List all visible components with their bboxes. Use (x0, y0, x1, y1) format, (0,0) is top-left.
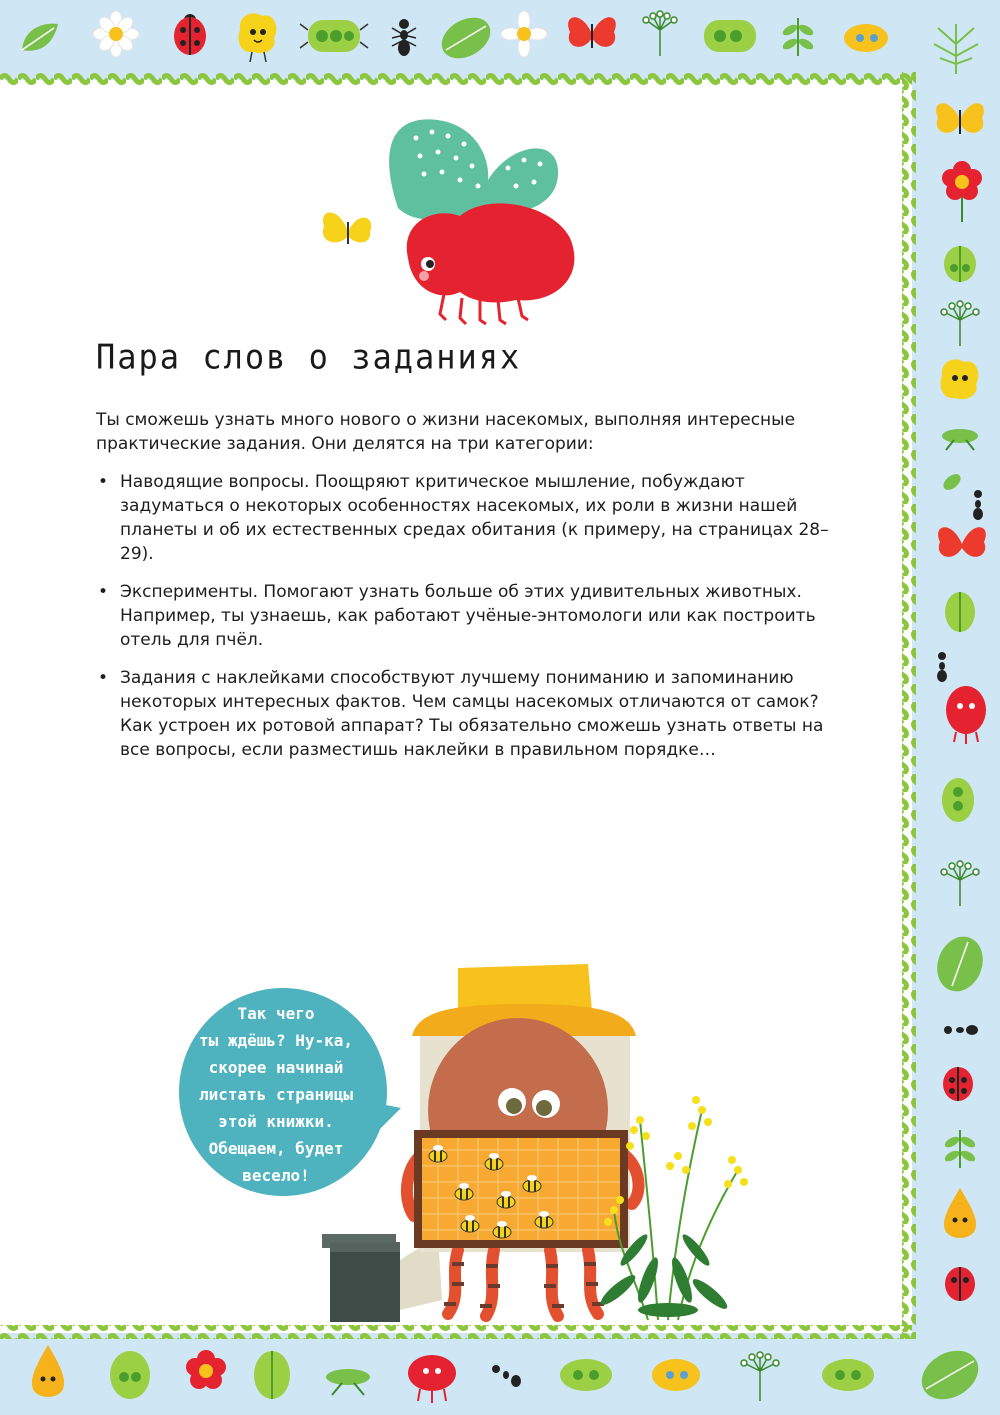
grasshopper-icon (942, 429, 978, 450)
speech-line: скорее начинай (208, 1058, 344, 1077)
speech-line: этой книжки. (218, 1112, 334, 1131)
green-beetle-icon (300, 20, 368, 52)
leaf-icon (913, 1341, 987, 1409)
list-item (96, 666, 836, 762)
green-beetle-icon (822, 1359, 874, 1391)
grasshopper-icon (326, 1369, 370, 1395)
daisy-icon (501, 11, 547, 57)
green-beetle-icon (945, 592, 975, 632)
leaf-icon (940, 471, 963, 493)
list-item (96, 470, 836, 566)
intro-paragraph: Ты сможешь узнать много нового о жизни насекомых, выполняя интересные практические задания. Они делятся на три категории: (96, 410, 796, 454)
dill-flower-icon (941, 861, 979, 906)
task-categories-list (96, 470, 836, 776)
leaf-icon (781, 18, 815, 56)
green-beetle-icon (942, 778, 974, 822)
ant-icon (492, 1365, 521, 1387)
butterfly-icon (323, 212, 371, 244)
list-item (96, 580, 836, 652)
speech-line: Обещаем, будет (208, 1139, 344, 1158)
leaf-icon (930, 930, 990, 998)
butterfly-icon (938, 527, 986, 557)
bullet-icon: • (98, 472, 109, 492)
green-beetle-icon (652, 1359, 700, 1391)
speech-line: ты ждёшь? Ну-ка, (198, 1031, 354, 1050)
red-flower-icon (186, 1350, 226, 1389)
bee-illustration (320, 108, 580, 338)
red-bug-icon (946, 686, 986, 744)
bullet-icon: • (98, 582, 109, 602)
leaf-icon (22, 24, 58, 51)
green-beetle-icon (110, 1351, 150, 1399)
butterfly-icon (936, 103, 984, 134)
red-bug-icon (408, 1355, 456, 1403)
drop-creature-icon (32, 1345, 64, 1397)
list-item-text: Задания с наклейками способствуют лучшему пониманию и запоминанию некоторых интересных фактов. Чем самцы насекомых отличаются от самок? Как устроен их ротовой аппарат? Ты обязательно сможешь узнать ответы на все вопросы, если разместишь наклейки в правильном порядке… (120, 668, 824, 760)
bottom-decoration-strip (0, 1335, 1000, 1415)
red-flower-icon (942, 161, 982, 222)
ant-icon (973, 490, 983, 520)
ant-icon (392, 19, 416, 56)
right-decoration-strip (920, 80, 1000, 1335)
butterfly-icon (568, 17, 616, 48)
green-beetle-icon (704, 20, 756, 52)
leaf-icon (434, 9, 497, 66)
ladybug-icon (945, 1267, 975, 1301)
beekeeper-illustration (318, 960, 778, 1330)
drop-creature-icon (944, 1188, 976, 1238)
ladybug-icon (174, 14, 206, 55)
dill-flower-icon (643, 11, 677, 56)
speech-line: листать страницы (198, 1085, 354, 1104)
bullet-icon: • (98, 668, 109, 688)
green-beetle-icon (844, 24, 888, 52)
green-beetle-icon (944, 246, 976, 282)
dill-flower-icon (941, 301, 979, 346)
ladybug-icon (943, 1067, 973, 1101)
list-item-text: Эксперименты. Помогают узнать больше об этих удивительных животных. Например, ты узнаешь, как работают учёные-энтомологи или как построить отель для пчёл. (120, 582, 816, 650)
list-item-text: Наводящие вопросы. Поощряют критическое мышление, побуждают задуматься о некоторых особенностях насекомых, их роли в жизни нашей планеты и об их естественных средах обитания (к примеру, на страницах 28–29). (120, 472, 829, 564)
green-beetle-icon (560, 1359, 612, 1391)
yellow-blob-icon (239, 13, 277, 62)
green-beetle-icon (254, 1351, 290, 1399)
ant-icon (944, 1025, 978, 1035)
leaf-icon (934, 24, 978, 74)
leaf-icon (943, 1130, 977, 1168)
speech-line: весело! (242, 1166, 310, 1185)
yellow-blob-icon (941, 359, 979, 399)
speech-line: Так чего (237, 1004, 315, 1023)
page-title: Пара слов о заданиях (96, 337, 522, 377)
top-decoration-strip (0, 0, 1000, 80)
daisy-icon (93, 11, 139, 57)
dill-flower-icon (741, 1352, 779, 1401)
ant-icon (937, 652, 947, 682)
